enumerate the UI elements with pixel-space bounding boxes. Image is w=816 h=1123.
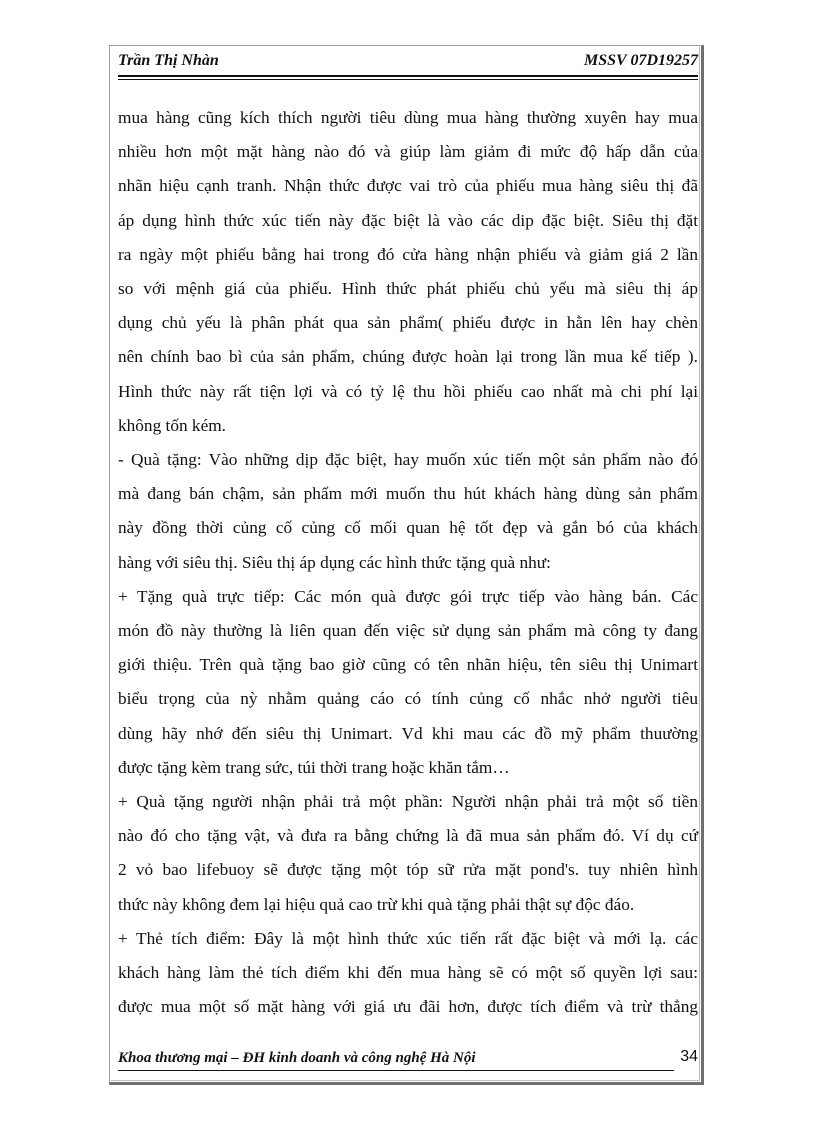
page-number: 34 — [680, 1048, 698, 1065]
text-line: giới thiệu. Trên quà tặng bao giờ cũng có tên nhãn hiệu, tên siêu thị Unimart — [118, 655, 698, 675]
text-line: được mua một số mặt hàng với giá ưu đãi hơn, được tích điểm và trừ thẳng — [118, 997, 698, 1017]
page-header — [118, 52, 698, 76]
text-line: - Quà tặng: Vào những dịp đặc biệt, hay muốn xúc tiến một sản phẩm nào đó — [118, 450, 698, 470]
text-line: dùng hãy nhớ đến siêu thị Unimart. Vd khi mau các đồ mỹ phẩm thuường — [118, 723, 698, 743]
text-line: không tốn kém. — [118, 415, 226, 435]
text-line: khách hàng làm thẻ tích điểm khi đến mua hàng sẽ có một số quyền lợi sau: — [118, 963, 698, 983]
text-line: mà đang bán chậm, sản phẩm mới muốn thu hút khách hàng dùng sản phẩm — [118, 484, 698, 504]
text-line: này đồng thời củng cố củng cố mối quan hệ tốt đẹp và gắn bó của khách — [118, 518, 698, 538]
text-line: ra ngày một phiếu bằng hai trong đó cửa hàng nhận phiếu và giảm giá 2 lần — [118, 244, 698, 264]
text-line: nào đó cho tặng vật, và đưa ra bằng chứng là đã mua sản phẩm đó. Ví dụ cứ — [118, 826, 698, 846]
text-line: áp dụng hình thức xúc tiến này đặc biệt là vào các dip đặc biệt. Siêu thị đặt — [118, 210, 698, 230]
text-line: so với mệnh giá của phiếu. Hình thức phát phiếu chủ yếu mà siêu thị áp — [118, 279, 698, 299]
text-line: nhãn hiệu cạnh tranh. Nhận thức được vai trò của phiếu mua hàng siêu thị đã — [118, 176, 698, 196]
body-text — [118, 101, 698, 1024]
header-rule — [118, 75, 698, 77]
text-line: được tặng kèm trang sức, túi thời trang hoặc khăn tắm… — [118, 757, 510, 777]
text-line: hàng với siêu thị. Siêu thị áp dụng các hình thức tặng quà như: — [118, 552, 551, 572]
text-line: nên chính bao bì của sản phẩm, chúng được hoàn lại trong lần mua kế tiếp ). — [118, 347, 698, 367]
text-line: + Tặng quà trực tiếp: Các món quà được gói trực tiếp vào hàng bán. Các — [118, 586, 698, 606]
text-line: thức này không đem lại hiệu quả cao trừ khi quà tặng phải thật sự độc đáo. — [118, 894, 635, 914]
header-rule-thin — [118, 79, 698, 80]
header-author: Trần Thị Nhàn — [118, 52, 219, 69]
footer-rule — [118, 1070, 674, 1071]
text-line: Hình thức này rất tiện lợi và có tỷ lệ thu hồi phiếu cao nhất mà chi phí lại — [118, 381, 698, 401]
footer-school: Khoa thương mại – ĐH kinh doanh và công nghệ Hà Nội — [118, 1050, 476, 1066]
text-line: 2 vỏ bao lifebuoy sẽ được tặng một tóp sữ rửa mặt pond's. tuy nhiên hình — [118, 860, 698, 880]
text-line: biểu trọng của nỳ nhằm quảng cáo có tính củng cố nhắc nhở người tiêu — [118, 689, 698, 709]
text-line: mua hàng cũng kích thích người tiêu dùng mua hàng thường xuyên hay mua — [118, 108, 698, 127]
text-line: nhiều hơn một mặt hàng nào đó và giúp làm giảm đi mức độ hấp dẫn của — [118, 142, 698, 162]
text-line: dụng chủ yếu là phân phát qua sản phẩm( phiếu được in hằn lên hay chèn — [118, 313, 698, 333]
text-line: món đồ này thường là liên quan đến việc sử dụng sản phẩm mà công ty đang — [118, 621, 698, 641]
text-line: + Quà tặng người nhận phải trả một phần: Người nhận phải trả một số tiền — [118, 792, 698, 812]
text-line: + Thẻ tích điểm: Đây là một hình thức xúc tiến rất đặc biệt và mới lạ. các — [118, 928, 698, 948]
header-student-id: MSSV 07D19257 — [584, 52, 698, 69]
